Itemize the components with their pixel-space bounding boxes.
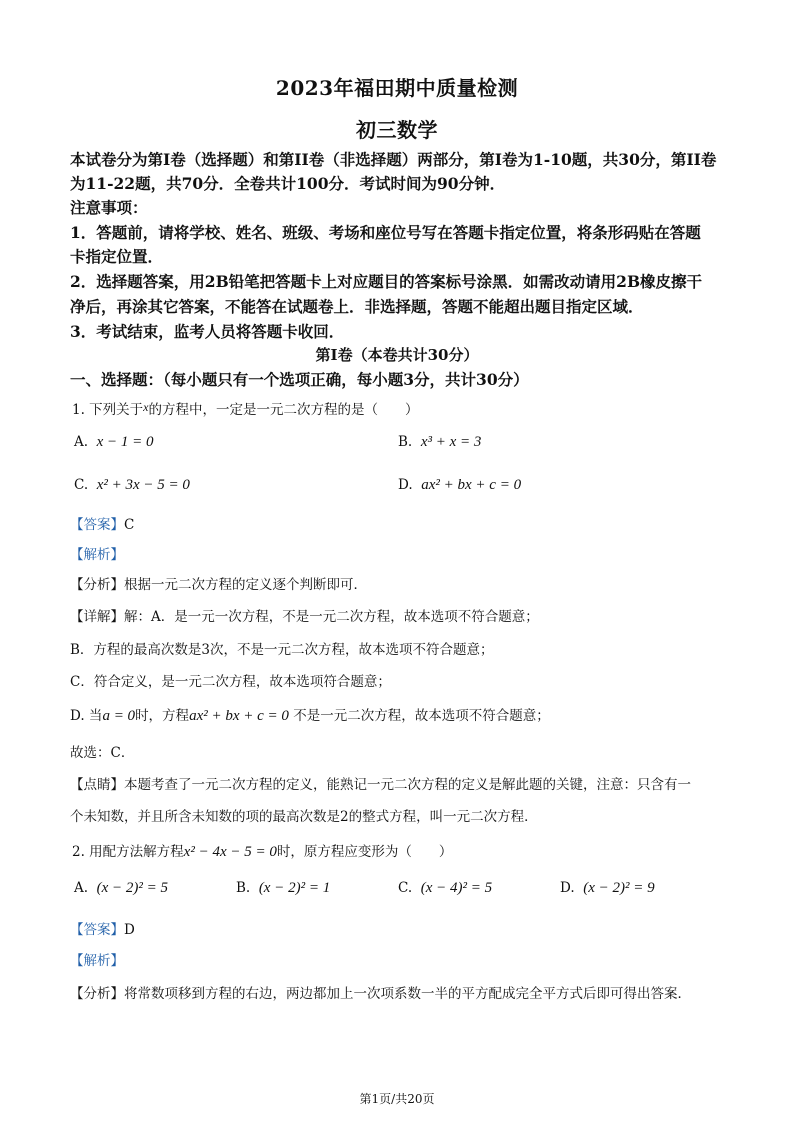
detail-d-middle: 时，方程 xyxy=(135,708,190,724)
option-expr: ax² + bx + c = 0 xyxy=(421,477,522,493)
option-expr: (x − 2)² = 5 xyxy=(96,880,169,896)
q1-analysis xyxy=(70,573,367,593)
intro-line-1: 本试卷分为第I卷（选择题）和第II卷（非选择题）两部分，第I卷为1-10题，共30分，第II卷 xyxy=(70,150,717,169)
answer-value: C xyxy=(124,517,135,533)
analysis-text: 根据一元二次方程的定义逐个判断即可． xyxy=(124,577,367,593)
answer-tag: 【答案】 xyxy=(70,922,124,938)
q2-option-a xyxy=(74,880,168,897)
q1-jiexi-tag: 【解析】 xyxy=(70,547,124,563)
q2-stem-suffix: 时，原方程应变形为（ ） xyxy=(276,844,453,860)
analysis-tag: 【分析】 xyxy=(70,577,124,593)
q1-detail-d xyxy=(70,704,550,725)
q2-analysis xyxy=(70,982,691,1002)
q1-stem xyxy=(72,398,419,418)
q1-option-a xyxy=(74,434,154,451)
option-label: B. xyxy=(398,434,413,450)
option-expr: (x − 2)² = 9 xyxy=(583,880,655,896)
detail-d-prefix: D. 当 xyxy=(70,708,103,724)
comment-text: 本题考查了一元二次方程的定义，能熟记一元二次方程的定义是解此题的关键，注意：只含有一 xyxy=(124,777,691,793)
detail-d-equation: ax² + bx + c = 0 xyxy=(189,708,289,724)
q2-stem-prefix: 2. 用配方法解方程 xyxy=(72,844,184,860)
q1-answer xyxy=(70,513,134,533)
option-label: D. xyxy=(398,477,413,493)
part-heading: 一、选择题：（每小题只有一个选项正确，每小题3分，共计30分） xyxy=(70,370,529,389)
q1-stem-prefix: 1. 下列关于 xyxy=(72,402,144,418)
option-expr: x − 1 = 0 xyxy=(96,434,154,450)
option-label: B. xyxy=(236,880,251,896)
page-number: 第1页/共20页 xyxy=(359,1092,435,1106)
intro-line-2: 为11-22题，共70分．全卷共计100分．考试时间为90分钟． xyxy=(70,174,506,193)
note-1-line-1: 1．答题前，请将学校、姓名、班级、考场和座位号写在答题卡指定位置，将条形码贴在答题 xyxy=(70,223,701,242)
detail-text: 解：A．是一元一次方程，不是一元二次方程，故本选项不符合题意； xyxy=(124,609,539,625)
option-label: A. xyxy=(74,434,89,450)
option-expr: (x − 4)² = 5 xyxy=(420,880,493,896)
q1-detail-c: C．符合定义，是一元二次方程，故本选项符合题意； xyxy=(70,674,391,690)
q2-jiexi-tag: 【解析】 xyxy=(70,953,124,969)
option-expr: x³ + x = 3 xyxy=(420,434,482,450)
q1-choose: 故选：C． xyxy=(70,745,135,761)
q2-stem xyxy=(72,840,452,861)
section-heading: 第I卷（本卷共计30分） xyxy=(315,346,479,364)
comment-tag: 【点睛】 xyxy=(70,777,124,793)
q2-answer xyxy=(70,918,135,938)
page-title: 2023年福田期中质量检测 xyxy=(275,76,519,100)
q1-option-b xyxy=(398,434,481,451)
detail-tag: 【详解】 xyxy=(70,609,124,625)
note-3: 3．考试结束，监考人员将答题卡收回． xyxy=(70,322,345,341)
q2-stem-equation: x² − 4x − 5 = 0 xyxy=(183,844,277,860)
option-label: C. xyxy=(398,880,413,896)
detail-d-suffix: 不是一元二次方程，故本选项不符合题意； xyxy=(293,708,550,724)
q1-option-c xyxy=(74,477,190,494)
q2-option-b xyxy=(236,880,330,897)
q1-detail-a xyxy=(70,605,539,625)
analysis-text: 将常数项移到方程的右边，两边都加上一次项系数一半的平方配成完全平方式后即可得出答案． xyxy=(124,986,691,1002)
option-expr: x² + 3x − 5 = 0 xyxy=(96,477,190,493)
note-1-line-2: 卡指定位置． xyxy=(70,247,164,266)
q1-stem-var: x xyxy=(143,400,149,414)
note-2-line-2: 净后，再涂其它答案，不能答在试题卷上．非选择题，答题不能超出题目指定区域． xyxy=(70,297,644,316)
q1-comment-line-1 xyxy=(70,773,691,793)
notes-heading: 注意事项： xyxy=(70,198,148,217)
q2-option-c xyxy=(398,880,492,897)
answer-value: D xyxy=(124,922,135,938)
q1-option-d xyxy=(398,477,521,494)
q2-option-d xyxy=(560,880,655,897)
option-label: C. xyxy=(74,477,89,493)
option-label: A. xyxy=(74,880,89,896)
option-expr: (x − 2)² = 1 xyxy=(258,880,331,896)
option-label: D. xyxy=(560,880,575,896)
detail-d-condition: a = 0 xyxy=(102,708,136,724)
note-2-line-1: 2．选择题答案，用2B铅笔把答题卡上对应题目的答案标号涂黑．如需改动请用2B橡皮擦干 xyxy=(70,272,703,291)
q1-comment-line-2: 个未知数，并且所含未知数的项的最高次数是2的整式方程，叫一元二次方程． xyxy=(70,809,538,825)
answer-tag: 【答案】 xyxy=(70,517,124,533)
q1-stem-suffix: 的方程中，一定是一元二次方程的是（ ） xyxy=(148,402,419,418)
page-subtitle: 初三数学 xyxy=(356,118,438,142)
analysis-tag: 【分析】 xyxy=(70,986,124,1002)
q1-detail-b: B．方程的最高次数是3次，不是一元二次方程，故本选项不符合题意； xyxy=(70,642,494,658)
